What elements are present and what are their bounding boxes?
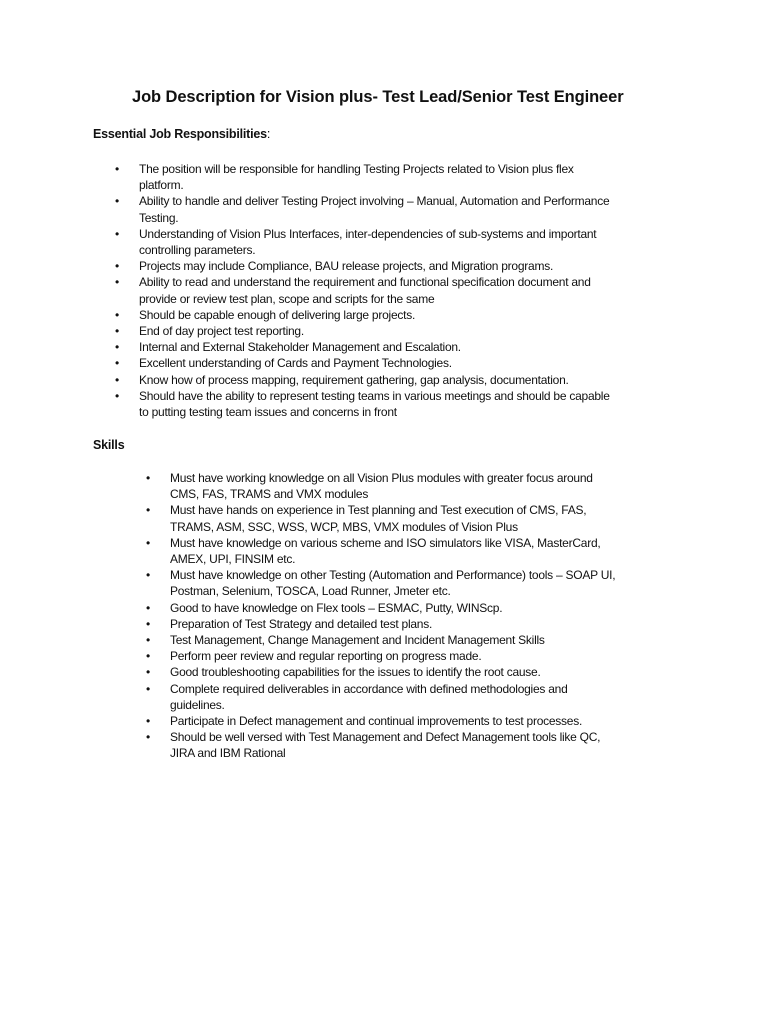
responsibility-item [115,226,683,258]
skill-item [146,502,686,534]
skill-item [146,616,686,632]
skills-heading: Skills [93,438,125,452]
responsibilities-list [115,161,683,420]
responsibility-item-text: • Projects may include Compliance, BAU release projects, and Migration programs. [139,259,554,274]
skill-item [146,632,686,648]
responsibility-item-text: platform. [139,178,184,193]
responsibility-item [115,339,683,355]
skill-item-text: • Good troubleshooting capabilities for the issues to identify the root cause. [170,665,541,680]
responsibility-item-text: • The position will be responsible for handling Testing Projects related to Vision plus flex [139,162,574,176]
skill-item-text: • Good to have knowledge on Flex tools – ESMAC, Putty, WINScp. [170,600,503,615]
skill-item [146,664,686,680]
responsibility-item [115,193,683,225]
responsibilities-heading-text: Essential Job Responsibilities [93,127,267,141]
skill-item [146,535,686,567]
responsibility-item-text: Testing. [139,210,179,225]
responsibility-item-text: • End of day project test reporting. [139,324,304,339]
skill-item-text: • Perform peer review and regular reporting on progress made. [170,649,482,664]
skill-item-text: TRAMS, ASM, SSC, WSS, WCP, MBS, VMX modules of Vision Plus [170,519,518,534]
document-title: Job Description for Vision plus- Test Lead/Senior Test Engineer [132,88,624,106]
skill-item-text: • Participate in Defect management and continual improvements to test processes. [170,714,583,729]
skill-item-text: • Must have knowledge on various scheme and ISO simulators like VISA, MasterCard, [170,535,601,550]
skill-item-text: • Preparation of Test Strategy and detailed test plans. [170,616,433,631]
responsibility-item-text: controlling parameters. [139,243,256,258]
skill-item-text: • Must have hands on experience in Test planning and Test execution of CMS, FAS, [170,503,587,518]
responsibility-item [115,274,683,306]
skill-item [146,729,686,761]
responsibility-item-text: • Understanding of Vision Plus Interfaces, inter-dependencies of sub-systems and important [139,226,597,241]
responsibility-item-text: • Ability to read and understand the requirement and functional specification document and [139,275,591,290]
skill-item-text: • Test Management, Change Management and Incident Management Skills [170,633,545,648]
responsibility-item-text: • Should be capable enough of delivering large projects. [139,307,416,322]
responsibility-item-text: • Know how of process mapping, requirement gathering, gap analysis, documentation. [139,372,569,387]
responsibility-item-text: • Ability to handle and deliver Testing Project involving – Manual, Automation and Performance [139,194,610,209]
skill-item [146,713,686,729]
skill-item-text: guidelines. [170,697,225,712]
responsibilities-heading [93,127,270,141]
skill-item [146,600,686,616]
responsibility-item [115,355,683,371]
skill-item-text: JIRA and IBM Rational [170,746,286,761]
responsibility-item [115,258,683,274]
responsibility-item-text: • Internal and External Stakeholder Management and Escalation. [139,340,461,355]
responsibilities-heading-colon: : [266,127,271,141]
responsibility-item-text: to putting testing team issues and concerns in front [139,405,397,420]
skill-item-text: • Should be well versed with Test Management and Defect Management tools like QC, [170,730,601,745]
skill-item [146,648,686,664]
responsibility-item [115,161,683,193]
skill-item-text: CMS, FAS, TRAMS and VMX modules [170,487,369,502]
responsibility-item [115,372,683,388]
skill-item [146,681,686,713]
responsibility-item [115,388,683,420]
skill-item [146,470,686,502]
skill-item-text: • Complete required deliverables in accordance with defined methodologies and [170,681,568,696]
skill-item-text: Postman, Selenium, TOSCA, Load Runner, Jmeter etc. [170,584,451,599]
responsibility-item [115,307,683,323]
skills-list [146,470,686,762]
responsibility-item-text: • Excellent understanding of Cards and Payment Technologies. [139,356,452,371]
skill-item [146,567,686,599]
skill-item-text: AMEX, UPI, FINSIM etc. [170,552,296,567]
skill-item-text: • Must have knowledge on other Testing (Automation and Performance) tools – SOAP UI, [170,568,616,583]
responsibility-item-text: • Should have the ability to represent testing teams in various meetings and should be capable [139,388,610,403]
responsibility-item-text: provide or review test plan, scope and scripts for the same [139,291,435,306]
skill-item-text: • Must have working knowledge on all Vision Plus modules with greater focus around [170,471,593,485]
responsibility-item [115,323,683,339]
